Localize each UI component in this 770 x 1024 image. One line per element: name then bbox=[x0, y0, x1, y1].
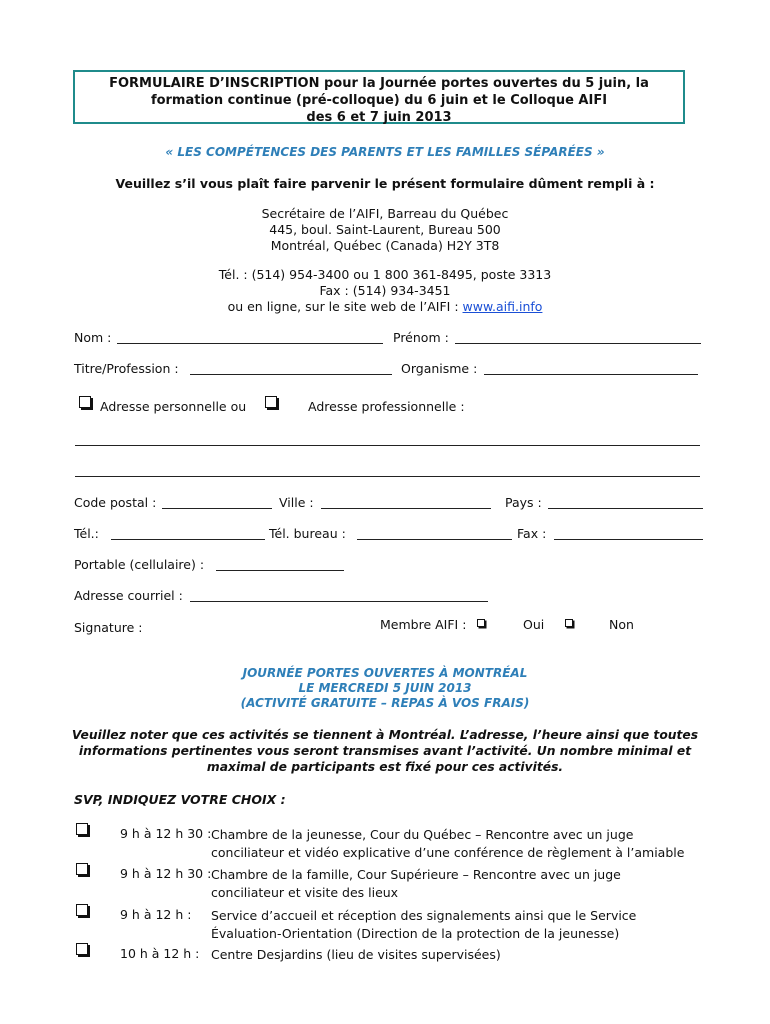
adresse-professionnelle-checkbox[interactable] bbox=[265, 396, 277, 408]
titre-field[interactable] bbox=[190, 374, 392, 375]
fax-line: Fax : (514) 934-3451 bbox=[319, 283, 451, 298]
phone-line: Tél. : (514) 954-3400 ou 1 800 361-8495, poste 3313 bbox=[218, 267, 552, 282]
code-postal-field[interactable] bbox=[162, 508, 272, 509]
note-line-2: informations pertinentes vous seront transmises avant l’activité. Un nombre minimal et bbox=[78, 744, 692, 758]
activity-2-desc bbox=[211, 866, 621, 902]
ville-label: Ville : bbox=[279, 495, 314, 510]
note-line-1: Veuillez noter que ces activités se tiennent à Montréal. L’adresse, l’heure ainsi que toutes bbox=[71, 728, 699, 742]
adresse-personnelle-checkbox[interactable] bbox=[79, 396, 91, 408]
non-label: Non bbox=[609, 617, 634, 632]
oui-label: Oui bbox=[523, 617, 545, 632]
nom-field[interactable] bbox=[117, 343, 383, 344]
adresse-field-1[interactable] bbox=[75, 445, 700, 446]
activity-note bbox=[0, 727, 770, 775]
activity-2-time: 9 h à 12 h 30 : bbox=[120, 866, 212, 881]
pays-label: Pays : bbox=[505, 495, 542, 510]
activity-2-checkbox[interactable] bbox=[76, 863, 88, 875]
online-line bbox=[0, 299, 770, 315]
activity-3-desc bbox=[211, 907, 636, 943]
activity-1-time: 9 h à 12 h 30 : bbox=[120, 826, 212, 841]
nom-label: Nom : bbox=[74, 330, 112, 345]
colloque-subtitle: « LES COMPÉTENCES DES PARENTS ET LES FAMILLES SÉPARÉES » bbox=[165, 145, 605, 159]
courriel-field[interactable] bbox=[190, 601, 488, 602]
journee-heading bbox=[0, 666, 770, 711]
title-line-1: FORMULAIRE D’INSCRIPTION pour la Journée portes ouvertes du 5 juin, la bbox=[109, 76, 649, 91]
tel-bureau-field[interactable] bbox=[357, 539, 512, 540]
adresse-professionnelle-label: Adresse professionnelle : bbox=[308, 399, 465, 414]
pays-field[interactable] bbox=[548, 508, 703, 509]
activity-1-desc bbox=[211, 826, 684, 862]
portable-label: Portable (cellulaire) : bbox=[74, 557, 205, 572]
activity-1-desc-line-2: conciliateur et vidéo explicative d’une conférence de règlement à l’amiable bbox=[211, 845, 685, 860]
prenom-field[interactable] bbox=[455, 343, 701, 344]
tel-label: Tél.: bbox=[74, 526, 99, 541]
activity-4-desc bbox=[211, 946, 501, 964]
adresse-field-2[interactable] bbox=[75, 476, 700, 477]
courriel-label: Adresse courriel : bbox=[74, 588, 183, 603]
activity-3-time: 9 h à 12 h : bbox=[120, 907, 192, 922]
activity-1-desc-line-1: Chambre de la jeunesse, Cour du Québec – Rencontre avec un juge bbox=[211, 827, 634, 842]
address-line-3: Montréal, Québec (Canada) H2Y 3T8 bbox=[270, 238, 500, 253]
membre-oui-checkbox[interactable] bbox=[477, 619, 485, 627]
title-line-2: formation continue (pré-colloque) du 6 juin et le Colloque AIFI bbox=[150, 93, 608, 108]
signature-label: Signature : bbox=[74, 620, 143, 635]
choix-heading: SVP, INDIQUEZ VOTRE CHOIX : bbox=[74, 792, 286, 807]
organisme-field[interactable] bbox=[484, 374, 698, 375]
activity-3-desc-line-1: Service d’accueil et réception des signalements ainsi que le Service bbox=[211, 908, 637, 923]
address-line-1: Secrétaire de l’AIFI, Barreau du Québec bbox=[261, 206, 509, 221]
activity-4-checkbox[interactable] bbox=[76, 943, 88, 955]
title-line-3: des 6 et 7 juin 2013 bbox=[306, 110, 452, 125]
form-title bbox=[73, 70, 685, 124]
membre-aifi-label: Membre AIFI : bbox=[380, 617, 467, 632]
titre-label: Titre/Profession : bbox=[74, 361, 179, 376]
fax-field[interactable] bbox=[554, 539, 703, 540]
online-prefix: ou en ligne, sur le site web de l’AIFI : bbox=[227, 299, 463, 314]
tel-bureau-label: Tél. bureau : bbox=[269, 526, 346, 541]
activity-4-time: 10 h à 12 h : bbox=[120, 946, 200, 961]
send-instruction: Veuillez s’il vous plaît faire parvenir le présent formulaire dûment rempli à : bbox=[115, 176, 655, 191]
adresse-personnelle-label: Adresse personnelle ou bbox=[100, 399, 247, 414]
journee-line-2: LE MERCREDI 5 JUIN 2013 bbox=[298, 681, 472, 695]
contact-info bbox=[0, 267, 770, 315]
activity-2-desc-line-2: conciliateur et visite des lieux bbox=[211, 885, 399, 900]
ville-field[interactable] bbox=[321, 508, 491, 509]
portable-field[interactable] bbox=[216, 570, 344, 571]
prenom-label: Prénom : bbox=[393, 330, 449, 345]
mailing-address bbox=[0, 206, 770, 254]
activity-3-desc-line-2: Évaluation-Orientation (Direction de la protection de la jeunesse) bbox=[211, 926, 620, 941]
activity-1-checkbox[interactable] bbox=[76, 823, 88, 835]
activity-3-checkbox[interactable] bbox=[76, 904, 88, 916]
note-line-3: maximal de participants est fixé pour ces activités. bbox=[206, 760, 564, 774]
address-line-2: 445, boul. Saint-Laurent, Bureau 500 bbox=[269, 222, 501, 237]
journee-line-1: JOURNÉE PORTES OUVERTES À MONTRÉAL bbox=[242, 666, 528, 680]
code-postal-label: Code postal : bbox=[74, 495, 157, 510]
organisme-label: Organisme : bbox=[401, 361, 478, 376]
journee-line-3: (ACTIVITÉ GRATUITE – REPAS À VOS FRAIS) bbox=[240, 696, 530, 710]
activity-4-desc-line-1: Centre Desjardins (lieu de visites supervisées) bbox=[211, 947, 501, 962]
membre-non-checkbox[interactable] bbox=[565, 619, 573, 627]
tel-field[interactable] bbox=[111, 539, 265, 540]
fax-label: Fax : bbox=[517, 526, 547, 541]
website-link[interactable]: www.aifi.info bbox=[462, 299, 543, 314]
activity-2-desc-line-1: Chambre de la famille, Cour Supérieure – Rencontre avec un juge bbox=[211, 867, 621, 882]
